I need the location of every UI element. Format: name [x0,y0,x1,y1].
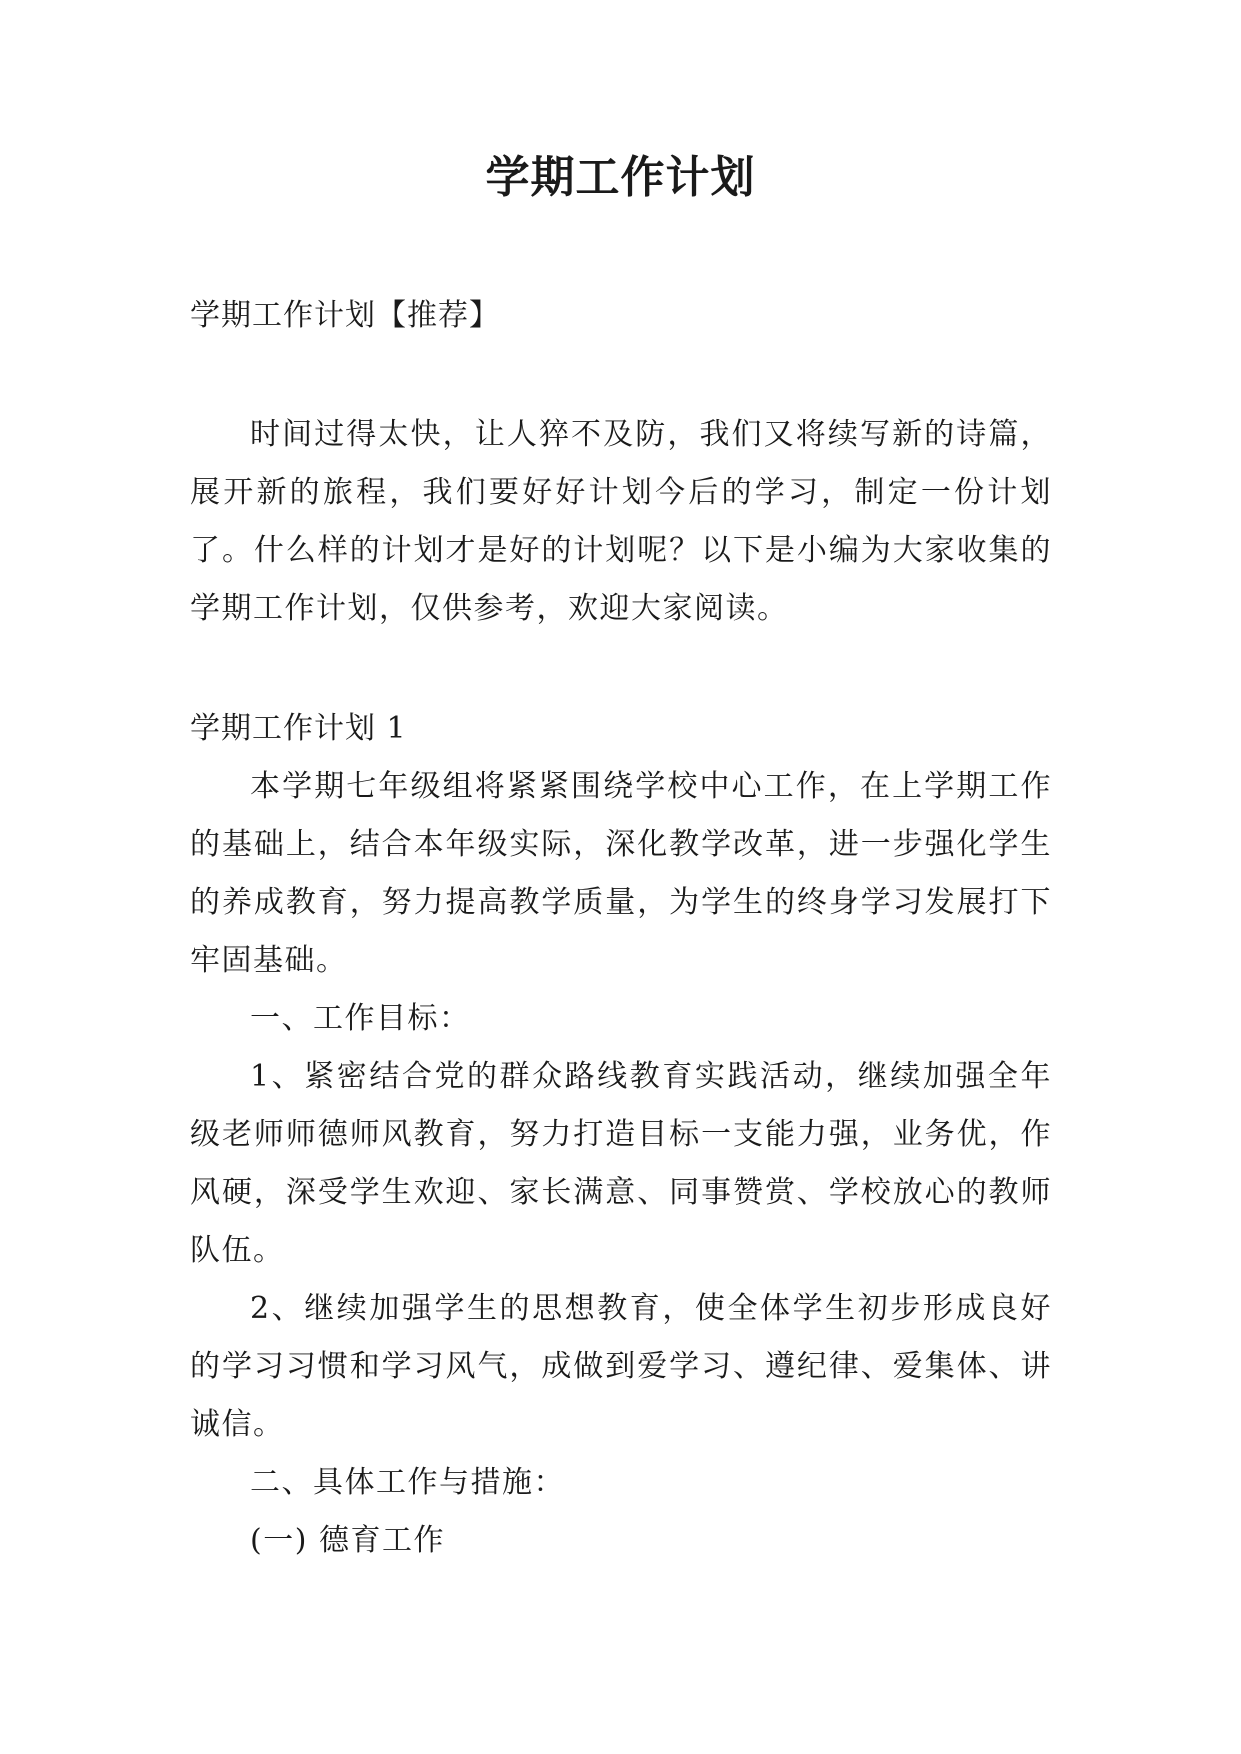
intro-block [190,406,1052,638]
body-paragraph-goal-2: 2、继续加强学生的思想教育，使全体学生初步形成良好的学习习惯和学习风气，成做到爱学习、遵纪律、爱集体、讲诚信。 [190,1291,1052,1442]
body-paragraph-goal-1: 1、紧密结合党的群众路线教育实践活动，继续加强全年级老师师德师风教育，努力打造目标一支能力强，业务优，作风硬，深受学生欢迎、家长满意、同事赞赏、学校放心的教师队伍。 [190,1059,1052,1268]
body-subheading-moral: (一) 德育工作 [250,1523,445,1558]
section-heading: 学期工作计划 1 [190,711,407,746]
document-title: 学期工作计划 [485,152,756,203]
body-heading-goals: 一、工作目标： [250,1001,471,1036]
main-body [190,758,1052,1570]
document-subtitle: 学期工作计划【推荐】 [190,298,500,333]
body-heading-measures: 二、具体工作与措施： [250,1465,565,1500]
intro-paragraph: 时间过得太快，让人猝不及防，我们又将续写新的诗篇，展开新的旅程，我们要好好计划今后的学习，制定一份计划了。什么样的计划才是好的计划呢？以下是小编为大家收集的学期工作计划，仅供参考，欢迎大家阅读。 [190,417,1052,626]
body-paragraph-1: 本学期七年级组将紧紧围绕学校中心工作，在上学期工作的基础上，结合本年级实际，深化教学改革，进一步强化学生的养成教育，努力提高教学质量，为学生的终身学习发展打下牢固基础。 [190,769,1052,978]
